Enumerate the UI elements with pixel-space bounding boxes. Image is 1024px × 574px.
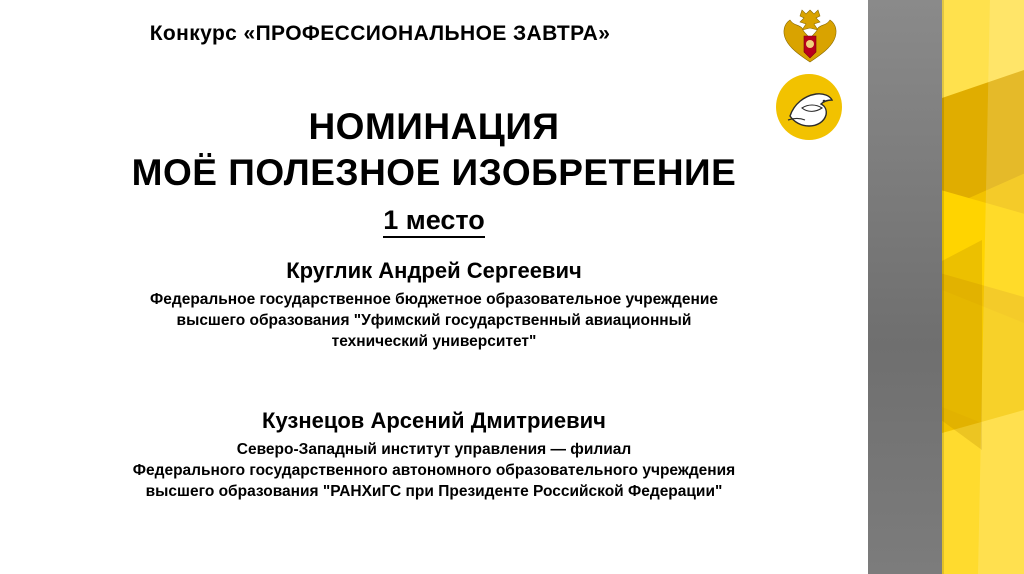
organization-line: Федеральное государственное бюджетное образовательное учреждение	[150, 291, 718, 308]
winner-organization	[0, 440, 868, 503]
organization-line: высшего образования "РАНХиГС при Президенте Российской Федерации"	[145, 482, 723, 500]
organization-line: высшего образования "Уфимский государственный авиационный	[176, 311, 692, 329]
winner-organization	[0, 290, 868, 353]
winner-block-2	[0, 408, 868, 503]
panel-divider	[942, 0, 944, 574]
decorative-side-panel	[868, 0, 1024, 574]
organization-line: технический университет"	[331, 332, 537, 350]
place-text: 1 место	[383, 205, 485, 238]
winner-name: Кузнецов Арсений Дмитриевич	[262, 408, 606, 433]
place-label	[0, 205, 868, 236]
winner-block-1	[0, 258, 868, 353]
organization-line: Федерального государственного автономного образовательного учреждения	[132, 461, 736, 479]
nomination-label: НОМИНАЦИЯ	[308, 106, 560, 147]
nomination-name: МОЁ ПОЛЕЗНОЕ ИЗОБРЕТЕНИЕ	[131, 152, 737, 193]
organization-line: Северо-Западный институт управления — филиал	[236, 441, 632, 458]
winner-name: Круглик Андрей Сергеевич	[286, 258, 582, 283]
gray-stripe	[868, 0, 942, 574]
competition-title: Конкурс «ПРОФЕССИОНАЛЬНОЕ ЗАВТРА»	[149, 22, 611, 45]
yellow-facet-shadow	[942, 240, 982, 450]
